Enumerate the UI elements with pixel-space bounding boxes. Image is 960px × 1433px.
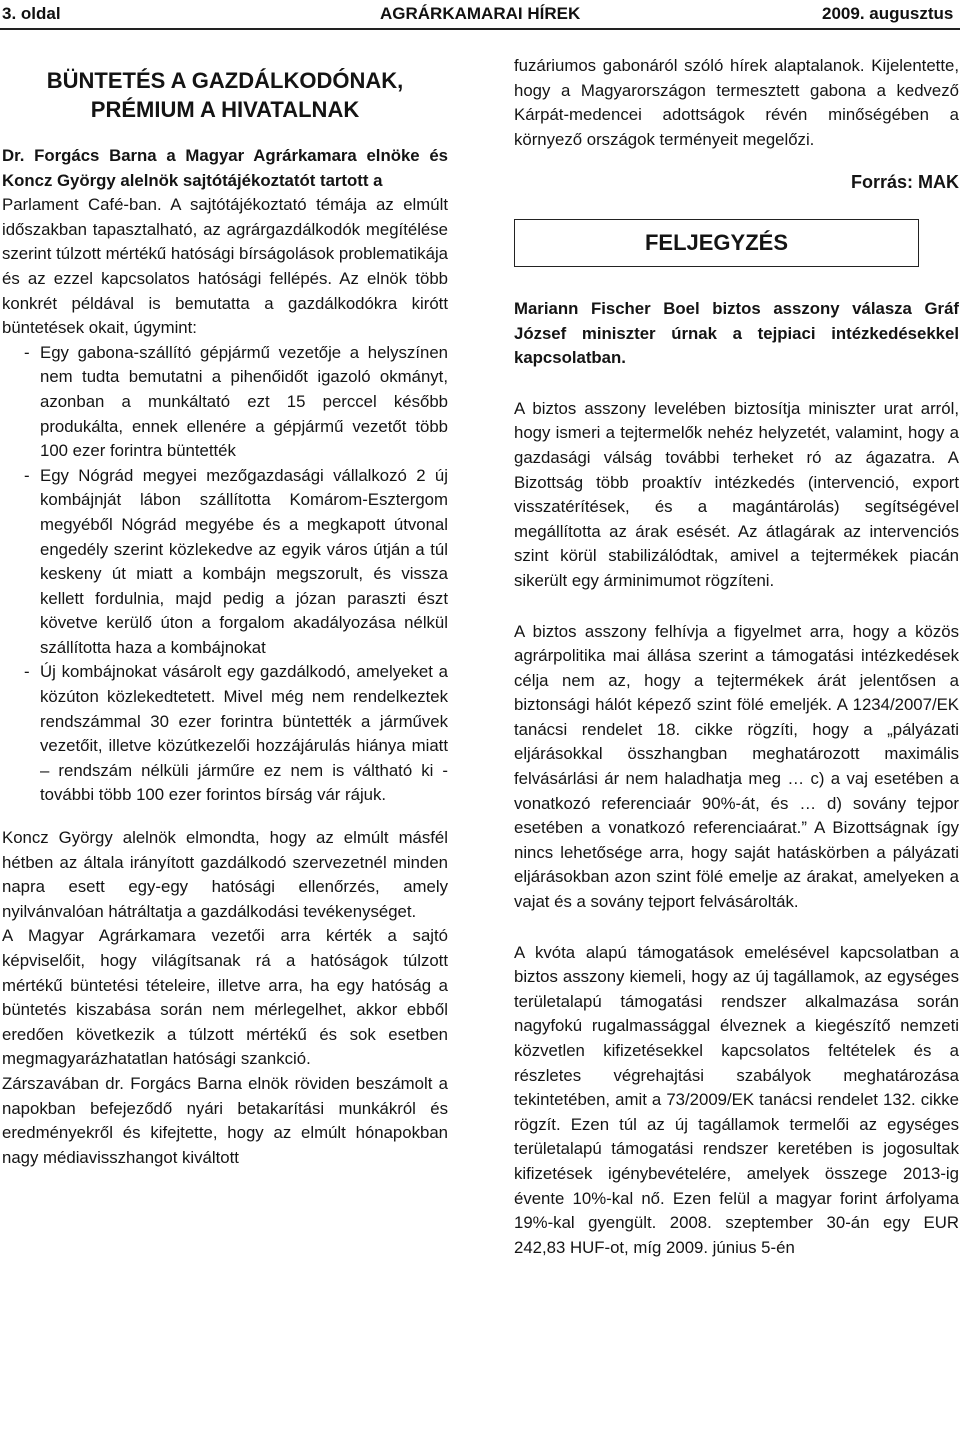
article-title [2,66,448,124]
issue-date: 2009. augusztus [822,4,954,23]
penalty-example-list [2,341,448,808]
list-dash: - [24,465,30,485]
paragraph-kamara: A Magyar Agrárkamara vezetői arra kérték a sajtó képviselőit, hogy világítsanak rá a hatóságok túlzott mértékű büntetési tételeire, illetve arra, ha egy hatóság a büntetés kiszabása során nem mérlegelhet, akkor ebből eredően következik a túlzott mértékű és sok esetben megmagyarázhatatlan hatósági szankció. [2,926,448,1069]
header-divider [0,28,960,30]
left-column [2,44,448,1170]
memo-paragraph-2: A biztos asszony felhívja a figyelmet arra, hogy a közös agrárpolitika mai állása szerint a támogatási intézkedések célja nem az, hogy a tejtermékek árát jelentősen a biztonsági hálót képező szint fölé emeljék. A 1234/2007/EK tanácsi rendelet 18. cikke rögzíti, hogy a „pályázati eljárásokkal összhangban meghatározott maximális felvásárlási ár nem haladhatja meg … c) a vaj esetében a vonatkozó referenciaár 90%-át, és … d) sovány tejpor esetében a vonatkozó referenciaárat.” A Bizottságnak így nincs lehetősége arra, hogy saját hatáskörben a pályázati eljárásokban azon szint fölé emelje az árakat, amelyeken a vajat és a sovány tejport felvásárolták. [514,621,959,912]
list-item-text: Új kombájnokat vásárolt egy gazdálkodó, amelyeket a közúton közlekedtetett. Mivel még nem rendelkeztek rendszámmal 30 ezer forintra büntették a járművek vezetőit, illetve közútkezelői hozzájárulás hiánya miatt – rendszám nélküli járműre ez nem is váltható ki - további több 100 ezer forintos bírság vár rájuk. [40,662,448,805]
list-item [2,341,448,464]
article-title-line-1: BÜNTETÉS A GAZDÁLKODÓNAK, [46,68,404,93]
article-title-line-2: PRÉMIUM A HIVATALNAK [90,97,360,122]
right-column [514,54,959,1260]
list-dash: - [24,662,30,682]
article-source: Forrás: MAK [850,172,959,193]
paragraph-koncz: Koncz György alelnök elmondta, hogy az elmúlt másfél hétben az általa irányított gazdálkodó szervezetnél minden napra esett egy-egy hatósági ellenőrzés, amely nyilvánvalóan hátráltatja a gazdálkodási tevékenységet. [2,828,448,921]
page-header [0,4,960,26]
article-intro: Parlament Café-ban. A sajtótájékoztató témája az elmúlt időszakban tapasztalható, az agrárgazdálkodók megítélése szerint túlzott mértékű hatósági bírságolások problematikája és az ezzel kapcsolatos hatósági fellépés. Az elnök több konkrét példával is bemutatta a gazdálkodókra kirótt büntetések okait, úgymint: [2,195,448,338]
publication-name: AGRÁRKAMARAI HÍREK [380,4,581,23]
list-item [2,464,448,661]
section-heading-box: FELJEGYZÉS [514,219,919,267]
list-item [2,660,448,808]
memo-paragraph-1: A biztos asszony levelében biztosítja miniszter urat arról, hogy ismeri a tejtermelők nehéz helyzetét, valamint, hogy a gazdasági válság további terheket ró az ágazatra. A Bizottság több proaktív intézkedés (intervenció, export visszatérítések, és a magántárolás) segítségével megállította az árak esését. Az átlagárak az intervenciós szint körül stabilizálódtak, amivel a tejtermékek piacán sikerült egy árminimumot rögzíteni. [514,398,959,590]
memo-paragraph-3: A kvóta alapú támogatások emelésével kapcsolatban a biztos asszony kiemeli, hogy az új tagállamok, az egységes területalapú támogatási rendszer alkalmazása során nagyfokú rugalmassággal élveznek a kiegészítő nemzeti közvetlen kifizetésekkel kapcsolatos feltételek és a részletes végrehajtási szabályok meghatározása tekintetében, amit a 73/2009/EK tanácsi rendelet 132. cikke rögzít. Ezen túl az új tagállamok termelői az egységes területalapú támogatási rendszer keretében is jogosultak kifizetések igénybevételére, amelyek összege 2013-ig évente 10%-kal nő. Ezen felül a magyar forint árfolyama 19%-kal gyengült. 2008. szeptember 30-án egy EUR 242,83 HUF-ot, míg 2009. június 5-én [514,942,959,1257]
memo-subheading: Mariann Fischer Boel biztos asszony válasza Gráf József miniszter úrnak a tejpiaci intézkedésekkel kapcsolatban. [514,298,959,368]
article-lead: Dr. Forgács Barna a Magyar Agrárkamara elnöke és Koncz György alelnök sajtótájékoztatót tartott a [2,146,448,190]
page-number: 3. oldal [2,4,61,23]
paragraph-closing: Zárszavában dr. Forgács Barna elnök röviden beszámolt a napokban befejeződő nyári betakarítási munkákról és eredményekről és kifejtette, hogy az elmúlt hónapokban nagy médiavisszhangot kiváltott [2,1073,448,1167]
list-dash: - [24,342,30,362]
list-item-text: Egy Nógrád megyei mezőgazdasági vállalkozó 2 új kombájnját lábon szállította Komárom-Esztergom megyéből Nógrád megyébe és a megkapott útvonal engedély szerint közlekedve az egyik város útján a túl keskeny út miatt a kombájn megszorult, és vissza kellett fordulnia, majd pedig a józan paraszti észt követve kerülő úton a forgalom akadályozása nélkül szállította haza a kombájnokat [40,465,448,657]
list-item-text: Egy gabona-szállító gépjármű vezetője a helyszínen nem tudta bemutatni a pihenőidőt igazoló okmányt, azonban a munkáltató ezt 15 perccel később produkálta, ennek ellenére a gépjármű vezetőt több 100 ezer forintra büntették [40,342,448,461]
article-continuation: fuzáriumos gabonáról szóló hírek alaptalanok. Kijelentette, hogy a Magyarországon termesztett gabona a kedvező Kárpát-medencei adottságok révén minőségében a környező országok terményeit megelőzi. [514,56,959,149]
